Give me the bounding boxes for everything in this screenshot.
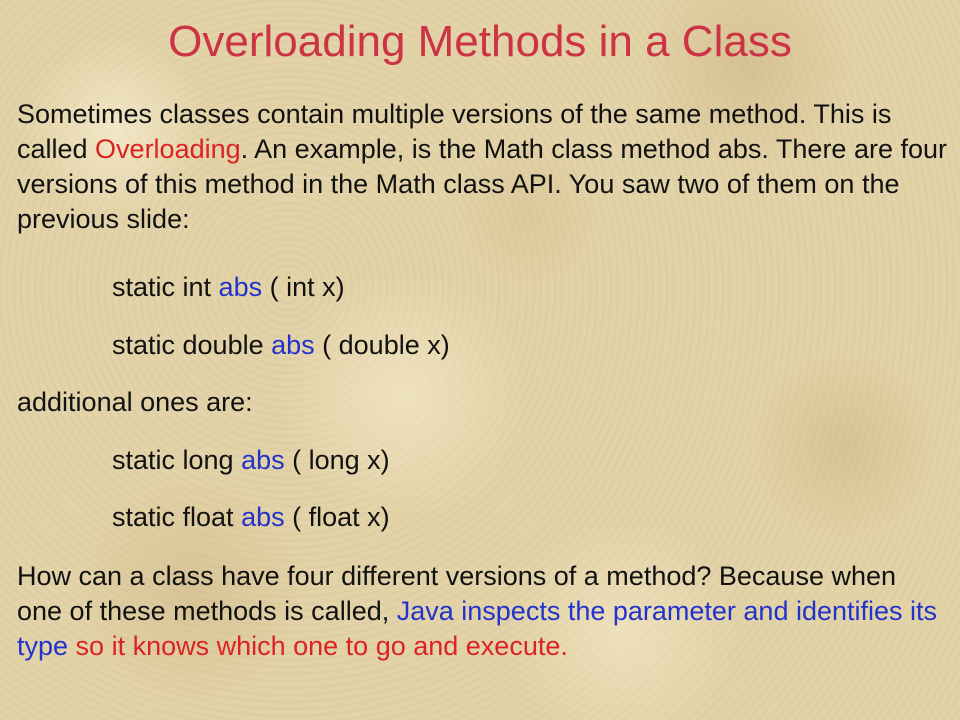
additional-label: additional ones are: <box>17 387 253 417</box>
intro-paragraph <box>17 97 947 237</box>
conclusion-blue-text: Java inspects the parameter and identifies its type <box>17 596 938 661</box>
signature-double <box>112 328 450 363</box>
method-name: abs <box>241 502 285 532</box>
method-name: abs <box>241 445 285 475</box>
overloading-term: Overloading <box>95 134 241 164</box>
signature-long <box>112 443 390 478</box>
conclusion-text: How can a class have four different versions of a method? Because when one of these methods is called, <box>17 561 897 626</box>
slide-title: Overloading Methods in a Class <box>168 17 792 66</box>
signature-params: ( double x) <box>314 330 450 360</box>
signature-params: ( long x) <box>284 445 390 475</box>
conclusion-red-text: so it knows which one to go and execute. <box>68 631 568 661</box>
signature-prefix: static int <box>112 272 219 302</box>
intro-text-2: . An example, is the Math class method abs. There are four versions of this method in the Math class API. You saw two of them on the previous slide: <box>17 134 948 234</box>
signature-prefix: static float <box>112 502 242 532</box>
signature-params: ( float x) <box>284 502 390 532</box>
signature-prefix: static double <box>112 330 272 360</box>
signature-prefix: static long <box>112 445 242 475</box>
method-name: abs <box>271 330 315 360</box>
signature-int <box>112 270 345 305</box>
intro-text-1: Sometimes classes contain multiple versions of the same method. This is called <box>17 99 892 164</box>
method-name: abs <box>218 272 263 302</box>
signature-float <box>112 500 390 535</box>
conclusion-paragraph <box>17 559 947 664</box>
signature-params: ( int x) <box>262 272 345 302</box>
